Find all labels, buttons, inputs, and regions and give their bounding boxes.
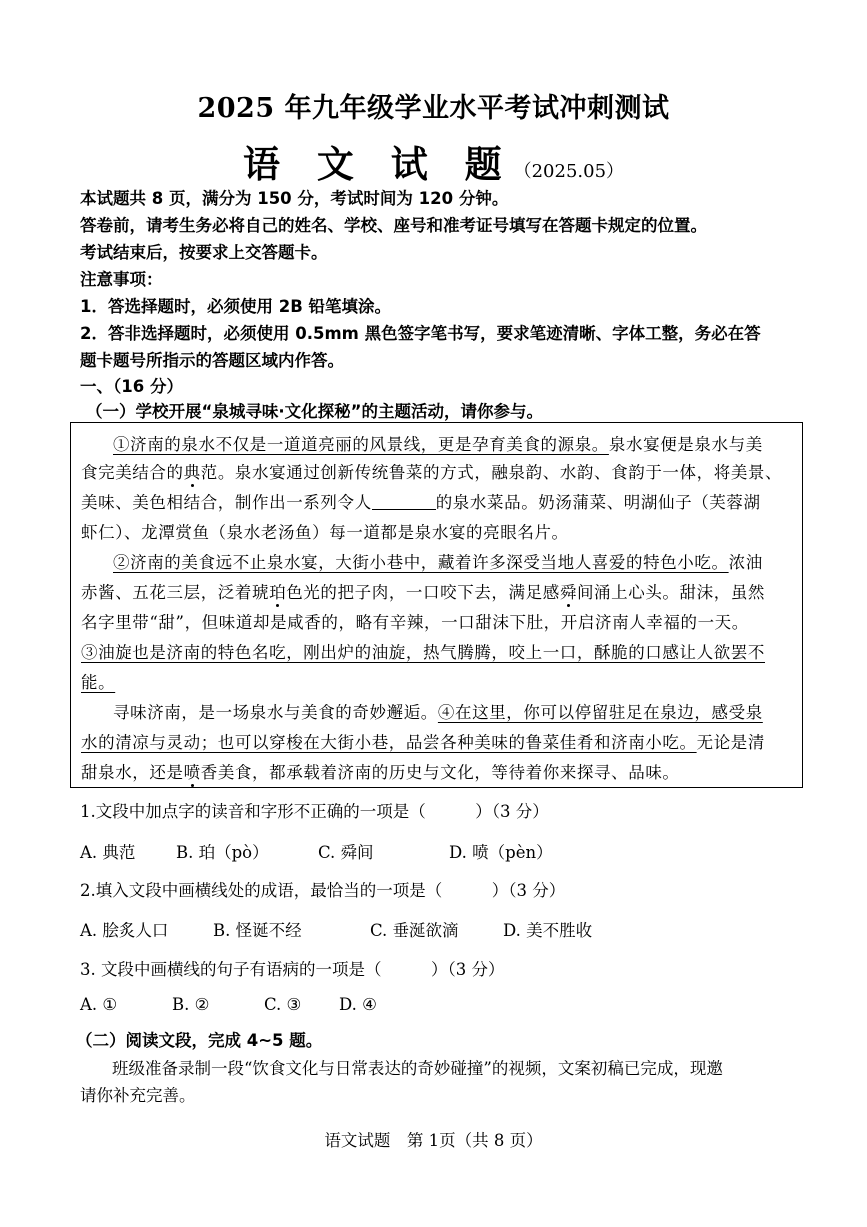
passage-text: 的泉水菜品。奶汤蒲菜、明湖仙子（芙蓉湖 (435, 493, 761, 512)
q1-option-b[interactable]: B. 珀（pò） (176, 843, 269, 862)
dotted-character: 舜 (559, 583, 577, 602)
q3-option-b[interactable]: B. ② (172, 995, 210, 1014)
part-heading: （一）学校开展“泉城寻味·文化探秘”的主题活动，请你参与。 (86, 402, 543, 421)
question-3-stem: 3. 文段中画横线的句子有语病的一项是（ ）（3 分） (80, 960, 505, 979)
instruction-line: 本试题共 8 页，满分为 150 分，考试时间为 120 分钟。 (80, 189, 509, 208)
instruction-line: 题卡题号所指示的答题区域内作答。 (80, 351, 344, 370)
underlined-sentence-3-end: 能。 (81, 673, 116, 692)
passage-text: 寻味济南，是一场泉水与美食的奇妙邂逅。 (113, 703, 438, 722)
part-2-heading: （二）阅读文段，完成 4~5 题。 (76, 1031, 323, 1050)
reading-passage-box (70, 422, 803, 788)
q2-option-a[interactable]: A. 脍炙人口 (80, 921, 169, 940)
part-2-text: 请你补充完善。 (80, 1086, 196, 1105)
exam-title: 2025 年九年级学业水平考试冲刺测试 (197, 93, 670, 124)
q3-option-d[interactable]: D. ④ (339, 995, 377, 1014)
subject-title (0, 134, 867, 188)
passage-line (81, 699, 795, 723)
passage-line (81, 759, 795, 783)
question-1-stem: 1.文段中加点字的读音和字形不正确的一项是（ ）（3 分） (80, 802, 549, 821)
page-footer: 语文试题 第 1页（共 8 页） (324, 1131, 543, 1150)
underlined-sentence-2: ②济南的美食远不止泉水宴，大街小巷中，藏着许多深受当地人喜爱的特色小吃。 (113, 553, 729, 572)
passage-text: 间涌上心头。甜沫，虽然 (576, 583, 766, 602)
instruction-line: 答卷前，请考生务必将自己的姓名、学校、座号和准考证号填写在答题卡规定的位置。 (80, 216, 707, 235)
passage-text: 甜泉水，还是 (81, 763, 184, 782)
q1-option-a[interactable]: A. 典范 (80, 843, 136, 862)
q1-option-c[interactable]: C. 舜间 (318, 843, 374, 862)
passage-text: 无论是清 (696, 733, 766, 752)
underlined-sentence-4-end: 水的清凉与灵动；也可以穿梭在大街小巷，品尝各种美味的鲁菜佳肴和济南小吃。 (81, 733, 697, 752)
q3-option-c[interactable]: C. ③ (264, 995, 302, 1014)
passage-line: 名字里带“甜”，但味道却是咸香的，略有辛辣，一口甜沫下肚，开启济南人幸福的一天。 (81, 613, 749, 632)
passage-line (81, 549, 795, 573)
subject-name: 语 文 试 题 (242, 142, 514, 186)
dotted-character: 喷 (183, 763, 201, 782)
instruction-line: 考试结束后，按要求上交答题卡。 (80, 243, 328, 262)
passage-text: 食完美结合的 (81, 463, 184, 482)
passage-text: 赤酱、五花三层，泛着琥 (81, 583, 270, 602)
dotted-character: 典 (183, 463, 201, 482)
section-heading: 一、（16 分） (80, 377, 183, 396)
part-2-text: 班级准备录制一段“饮食文化与日常表达的奇妙碰撞”的视频，文案初稿已完成，现邀 (112, 1059, 723, 1078)
q2-option-c[interactable]: C. 垂涎欲滴 (370, 921, 459, 940)
exam-date: （2025.05） (513, 161, 625, 182)
q1-option-d[interactable]: D. 喷（pèn） (449, 843, 553, 862)
q3-option-a[interactable]: A. ① (80, 995, 118, 1014)
underlined-sentence-4: ④在这里，你可以停留驻足在泉边，感受泉 (437, 703, 763, 722)
underlined-sentence-3: ③油旋也是济南的特色名吃，刚出炉的油旋，热气腾腾，咬上一口，酥脆的口感让人欲罢不 (81, 643, 765, 662)
instruction-line: 2．答非选择题时，必须使用 0.5mm 黑色签字笔书写，要求笔迹清晰、字体工整，务必在答 (80, 324, 761, 343)
instruction-line: 1．答选择题时，必须使用 2B 铅笔填涂。 (80, 297, 392, 316)
passage-text: 美味、美色相结合，制作出一系列令人 (81, 493, 372, 512)
passage-line: 虾仁）、龙潭赏鱼（泉水老汤鱼）每一道都是泉水宴的亮眼名片。 (81, 523, 569, 542)
passage-text: 色光的把子肉，一口咬下去，满足感 (286, 583, 560, 602)
underlined-sentence-1: ①济南的泉水不仅是一道道亮丽的风景线，更是孕育美食的源泉。 (113, 435, 609, 454)
passage-text: 范。泉水宴通过创新传统鲁菜的方式，融泉韵、水韵、食韵于一体，将美景、 (200, 463, 783, 482)
passage-line (81, 489, 795, 513)
passage-text: 泉水宴便是泉水与美 (608, 435, 763, 454)
q2-option-b[interactable]: B. 怪诞不经 (213, 921, 302, 940)
q2-option-d[interactable]: D. 美不胜收 (503, 921, 593, 940)
passage-text: 浓油 (728, 553, 763, 572)
fill-blank (372, 495, 436, 510)
question-2-stem: 2.填入文段中画横线处的成语，最恰当的一项是（ ）（3 分） (80, 881, 566, 900)
passage-text: 香美食，都承载着济南的历史与文化，等待着你来探寻、品味。 (200, 763, 680, 782)
passage-line (81, 729, 795, 753)
dotted-character: 珀 (269, 583, 287, 602)
passage-line (81, 431, 795, 455)
passage-line (81, 579, 795, 603)
passage-line (81, 459, 795, 483)
instruction-line: 注意事项： (80, 270, 163, 289)
